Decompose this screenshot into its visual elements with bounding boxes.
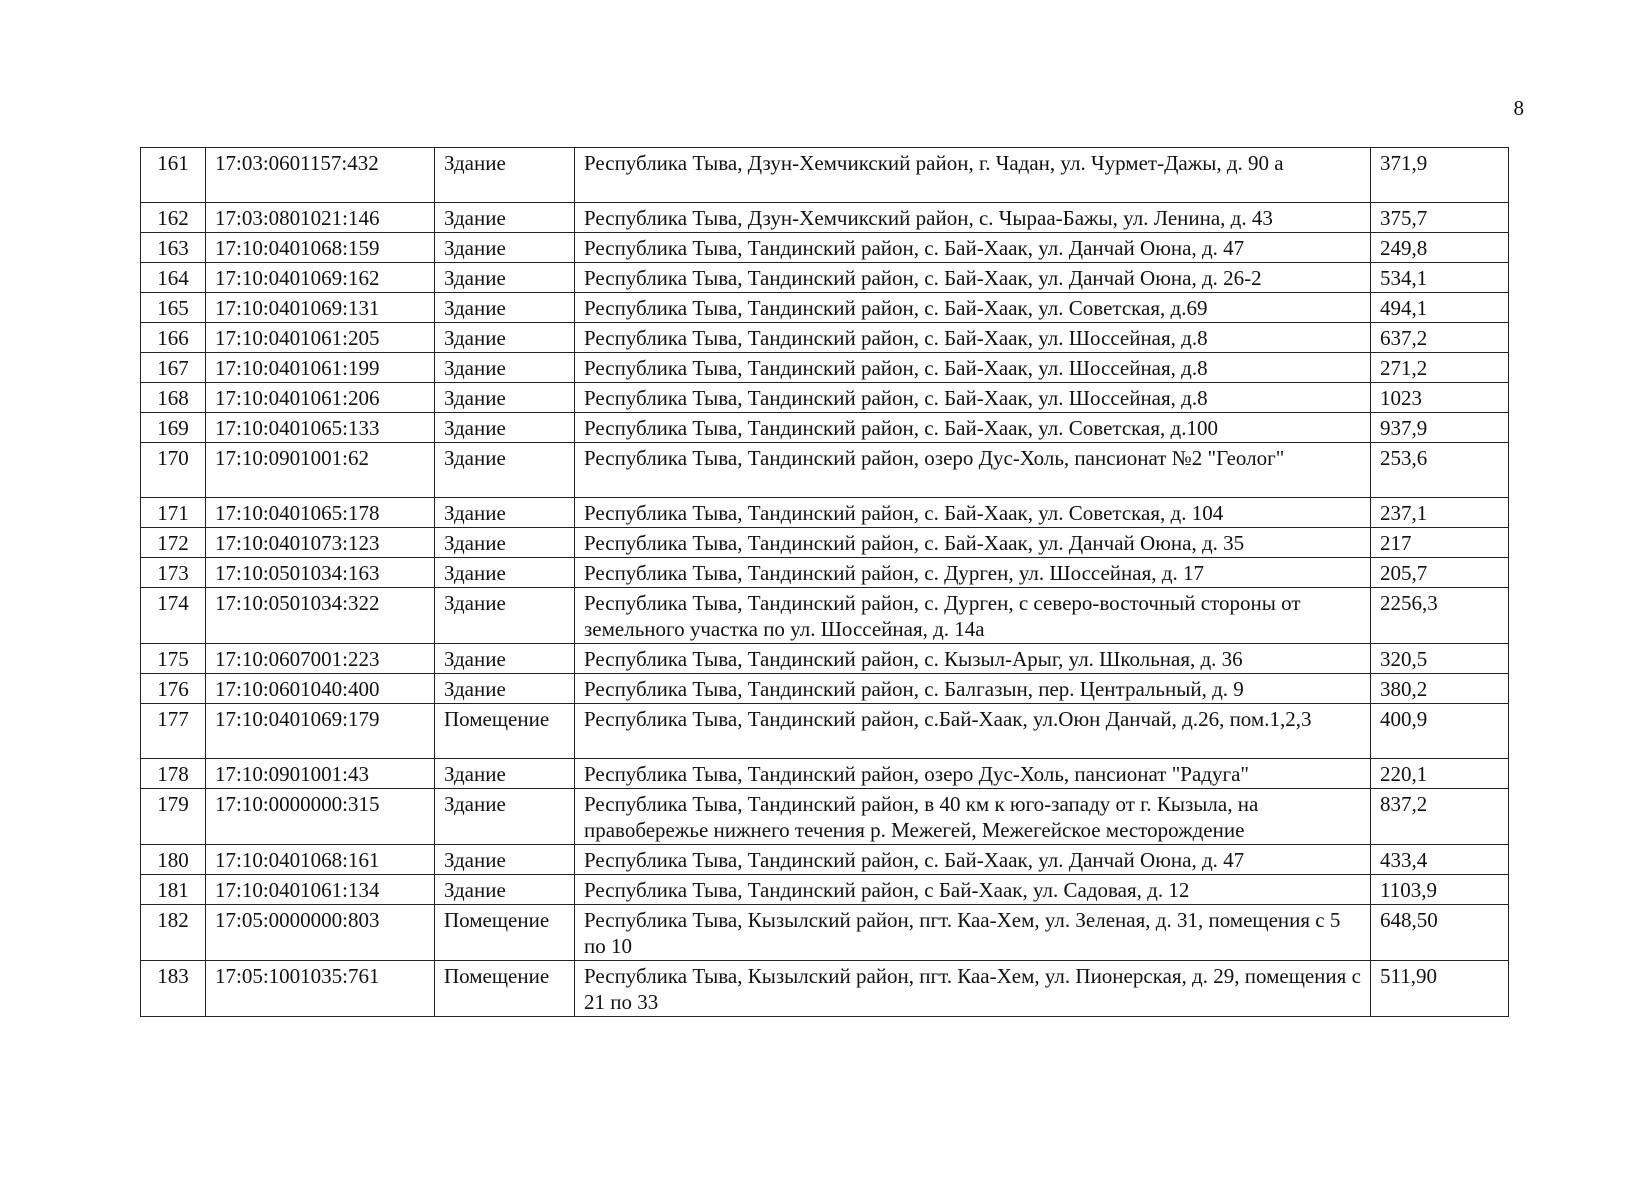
address-cell: Республика Тыва, Кызылский район, пгт. Каа-Хем, ул. Пионерская, д. 29, помещения с 21 по 33 [575, 961, 1371, 1017]
object-type-cell: Здание [435, 498, 575, 528]
table-row [141, 263, 1509, 293]
row-number-cell: 182 [141, 905, 206, 961]
table-row [141, 558, 1509, 588]
table-row [141, 413, 1509, 443]
object-type-cell: Здание [435, 413, 575, 443]
cadastral-number-cell: 17:10:0501034:163 [206, 558, 435, 588]
cadastral-number-cell: 17:10:0901001:43 [206, 759, 435, 789]
table-row [141, 961, 1509, 1017]
address-cell: Республика Тыва, Тандинский район, с. Бай-Хаак, ул. Данчай Оюна, д. 35 [575, 528, 1371, 558]
address-cell: Республика Тыва, Тандинский район, с. Бай-Хаак, ул. Данчай Оюна, д. 47 [575, 233, 1371, 263]
object-type-cell: Здание [435, 353, 575, 383]
area-cell: 400,9 [1371, 704, 1509, 759]
object-type-cell: Здание [435, 148, 575, 203]
address-cell: Республика Тыва, Тандинский район, с. Кызыл-Арыг, ул. Школьная, д. 36 [575, 644, 1371, 674]
address-cell: Республика Тыва, Тандинский район, в 40 км к юго-западу от г. Кызыла, на правобережье нижнего течения р. Межегей, Межегейское месторождение [575, 789, 1371, 845]
cadastral-number-cell: 17:10:0401073:123 [206, 528, 435, 558]
area-cell: 494,1 [1371, 293, 1509, 323]
area-cell: 271,2 [1371, 353, 1509, 383]
row-number-cell: 164 [141, 263, 206, 293]
cadastral-number-cell: 17:10:0401065:178 [206, 498, 435, 528]
row-number-cell: 174 [141, 588, 206, 644]
area-cell: 2256,3 [1371, 588, 1509, 644]
row-number-cell: 179 [141, 789, 206, 845]
address-cell: Республика Тыва, Тандинский район, с.Бай-Хаак, ул.Оюн Данчай, д.26, пом.1,2,3 [575, 704, 1371, 759]
address-cell: Республика Тыва, Тандинский район, с. Дурген, с северо-восточный стороны от земельного участка по ул. Шоссейная, д. 14а [575, 588, 1371, 644]
object-type-cell: Здание [435, 875, 575, 905]
area-cell: 249,8 [1371, 233, 1509, 263]
row-number-cell: 167 [141, 353, 206, 383]
table-row [141, 498, 1509, 528]
row-number-cell: 170 [141, 443, 206, 498]
cadastral-number-cell: 17:10:0401069:131 [206, 293, 435, 323]
row-number-cell: 168 [141, 383, 206, 413]
address-cell: Республика Тыва, Тандинский район, с. Бай-Хаак, ул. Шоссейная, д.8 [575, 383, 1371, 413]
area-cell: 1023 [1371, 383, 1509, 413]
table-row [141, 203, 1509, 233]
area-cell: 534,1 [1371, 263, 1509, 293]
object-type-cell: Помещение [435, 961, 575, 1017]
area-cell: 220,1 [1371, 759, 1509, 789]
cadastral-number-cell: 17:10:0000000:315 [206, 789, 435, 845]
object-type-cell: Здание [435, 558, 575, 588]
table-row [141, 383, 1509, 413]
object-type-cell: Здание [435, 845, 575, 875]
row-number-cell: 169 [141, 413, 206, 443]
table-row [141, 443, 1509, 498]
page-number: 8 [1513, 96, 1524, 120]
table-row [141, 759, 1509, 789]
object-type-cell: Здание [435, 759, 575, 789]
area-cell: 375,7 [1371, 203, 1509, 233]
cadastral-number-cell: 17:10:0401068:161 [206, 845, 435, 875]
area-cell: 380,2 [1371, 674, 1509, 704]
row-number-cell: 171 [141, 498, 206, 528]
address-cell: Республика Тыва, Тандинский район, озеро Дус-Холь, пансионат "Радуга" [575, 759, 1371, 789]
object-type-cell: Здание [435, 263, 575, 293]
row-number-cell: 162 [141, 203, 206, 233]
address-cell: Республика Тыва, Тандинский район, с. Бай-Хаак, ул. Советская, д.100 [575, 413, 1371, 443]
cadastral-number-cell: 17:10:0601040:400 [206, 674, 435, 704]
area-cell: 205,7 [1371, 558, 1509, 588]
address-cell: Республика Тыва, Тандинский район, с. Бай-Хаак, ул. Советская, д.69 [575, 293, 1371, 323]
area-cell: 237,1 [1371, 498, 1509, 528]
table-row [141, 588, 1509, 644]
address-cell: Республика Тыва, Тандинский район, с. Бай-Хаак, ул. Шоссейная, д.8 [575, 353, 1371, 383]
row-number-cell: 180 [141, 845, 206, 875]
address-cell: Республика Тыва, Тандинский район, с. Дурген, ул. Шоссейная, д. 17 [575, 558, 1371, 588]
cadastral-number-cell: 17:10:0401061:206 [206, 383, 435, 413]
object-type-cell: Здание [435, 323, 575, 353]
object-type-cell: Здание [435, 588, 575, 644]
table-row [141, 644, 1509, 674]
area-cell: 253,6 [1371, 443, 1509, 498]
cadastral-number-cell: 17:10:0401061:199 [206, 353, 435, 383]
cadastral-number-cell: 17:10:0401061:134 [206, 875, 435, 905]
table-row [141, 293, 1509, 323]
area-cell: 217 [1371, 528, 1509, 558]
area-cell: 648,50 [1371, 905, 1509, 961]
table-row [141, 528, 1509, 558]
table-row [141, 789, 1509, 845]
row-number-cell: 175 [141, 644, 206, 674]
area-cell: 637,2 [1371, 323, 1509, 353]
object-type-cell: Помещение [435, 704, 575, 759]
object-type-cell: Здание [435, 383, 575, 413]
address-cell: Республика Тыва, Тандинский район, озеро Дус-Холь, пансионат №2 "Геолог" [575, 443, 1371, 498]
object-type-cell: Здание [435, 443, 575, 498]
table-row [141, 353, 1509, 383]
object-type-cell: Здание [435, 644, 575, 674]
object-type-cell: Здание [435, 789, 575, 845]
address-cell: Республика Тыва, Тандинский район, с. Бай-Хаак, ул. Шоссейная, д.8 [575, 323, 1371, 353]
cadastral-number-cell: 17:10:0607001:223 [206, 644, 435, 674]
address-cell: Республика Тыва, Тандинский район, с Бай-Хаак, ул. Садовая, д. 12 [575, 875, 1371, 905]
address-cell: Республика Тыва, Тандинский район, с. Бай-Хаак, ул. Данчай Оюна, д. 26-2 [575, 263, 1371, 293]
table-row [141, 323, 1509, 353]
property-registry-table [140, 147, 1509, 1017]
row-number-cell: 163 [141, 233, 206, 263]
row-number-cell: 166 [141, 323, 206, 353]
table-row [141, 148, 1509, 203]
address-cell: Республика Тыва, Тандинский район, с. Бай-Хаак, ул. Данчай Оюна, д. 47 [575, 845, 1371, 875]
cadastral-number-cell: 17:10:0401069:179 [206, 704, 435, 759]
row-number-cell: 178 [141, 759, 206, 789]
cadastral-number-cell: 17:03:0801021:146 [206, 203, 435, 233]
cadastral-number-cell: 17:10:0401068:159 [206, 233, 435, 263]
cadastral-number-cell: 17:10:0501034:322 [206, 588, 435, 644]
object-type-cell: Здание [435, 674, 575, 704]
area-cell: 320,5 [1371, 644, 1509, 674]
address-cell: Республика Тыва, Дзун-Хемчикский район, с. Чыраа-Бажы, ул. Ленина, д. 43 [575, 203, 1371, 233]
row-number-cell: 177 [141, 704, 206, 759]
row-number-cell: 181 [141, 875, 206, 905]
area-cell: 1103,9 [1371, 875, 1509, 905]
area-cell: 371,9 [1371, 148, 1509, 203]
object-type-cell: Здание [435, 528, 575, 558]
cadastral-number-cell: 17:10:0901001:62 [206, 443, 435, 498]
address-cell: Республика Тыва, Кызылский район, пгт. Каа-Хем, ул. Зеленая, д. 31, помещения с 5 по 10 [575, 905, 1371, 961]
row-number-cell: 176 [141, 674, 206, 704]
row-number-cell: 173 [141, 558, 206, 588]
area-cell: 937,9 [1371, 413, 1509, 443]
area-cell: 837,2 [1371, 789, 1509, 845]
table-row [141, 704, 1509, 759]
row-number-cell: 183 [141, 961, 206, 1017]
area-cell: 433,4 [1371, 845, 1509, 875]
table-row [141, 233, 1509, 263]
cadastral-number-cell: 17:10:0401065:133 [206, 413, 435, 443]
table-row [141, 875, 1509, 905]
row-number-cell: 165 [141, 293, 206, 323]
object-type-cell: Помещение [435, 905, 575, 961]
table-row [141, 905, 1509, 961]
cadastral-number-cell: 17:10:0401069:162 [206, 263, 435, 293]
row-number-cell: 172 [141, 528, 206, 558]
object-type-cell: Здание [435, 233, 575, 263]
table-row [141, 845, 1509, 875]
cadastral-number-cell: 17:03:0601157:432 [206, 148, 435, 203]
address-cell: Республика Тыва, Дзун-Хемчикский район, г. Чадан, ул. Чурмет-Дажы, д. 90 а [575, 148, 1371, 203]
address-cell: Республика Тыва, Тандинский район, с. Балгазын, пер. Центральный, д. 9 [575, 674, 1371, 704]
cadastral-number-cell: 17:05:1001035:761 [206, 961, 435, 1017]
address-cell: Республика Тыва, Тандинский район, с. Бай-Хаак, ул. Советская, д. 104 [575, 498, 1371, 528]
cadastral-number-cell: 17:10:0401061:205 [206, 323, 435, 353]
cadastral-number-cell: 17:05:0000000:803 [206, 905, 435, 961]
area-cell: 511,90 [1371, 961, 1509, 1017]
object-type-cell: Здание [435, 203, 575, 233]
table-row [141, 674, 1509, 704]
row-number-cell: 161 [141, 148, 206, 203]
object-type-cell: Здание [435, 293, 575, 323]
